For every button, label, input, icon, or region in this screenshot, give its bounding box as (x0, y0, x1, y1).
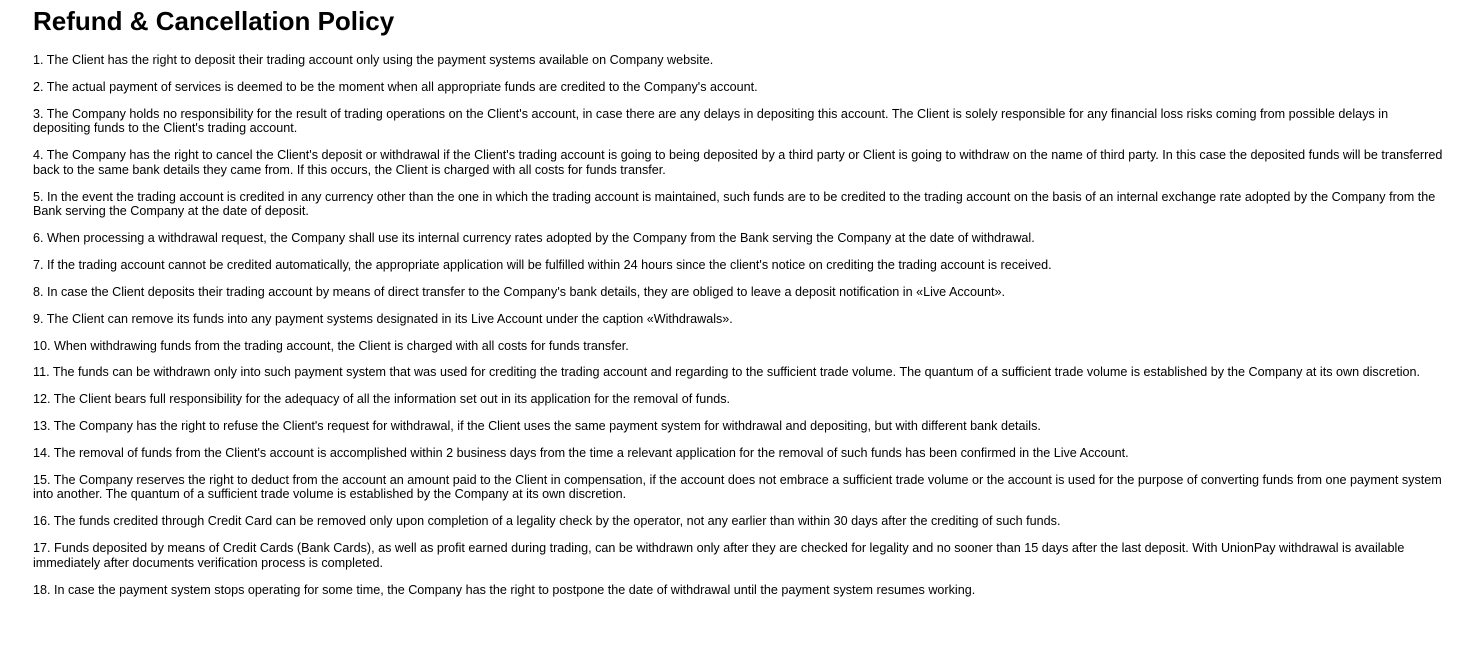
policy-clauses (33, 53, 1445, 597)
policy-clause-14: 14. The removal of funds from the Client's account is accomplished within 2 business days from the time a relevant application for the removal of such funds has been confirmed in the Live Account. (33, 446, 1129, 461)
policy-clause-11: 11. The funds can be withdrawn only into such payment system that was used for crediting the trading account and regarding to the sufficient trade volume. The quantum of a sufficient trade volume is established by the Company at its own discretion. (33, 365, 1421, 380)
policy-clause-12: 12. The Client bears full responsibility for the adequacy of all the information set out in its application for the removal of funds. (33, 392, 731, 407)
policy-clause-18: 18. In case the payment system stops operating for some time, the Company has the right to postpone the date of withdrawal until the payment system resumes working. (33, 582, 976, 597)
policy-clause-3: 3. The Company holds no responsibility for the result of trading operations on the Client's account, in case there are any delays in depositing this account. The Client is solely responsible for any financial loss risks coming from possible delays in depositing funds to the Client's trading account. (33, 106, 1389, 136)
policy-clause-7: 7. If the trading account cannot be credited automatically, the appropriate application will be fulfilled within 24 hours since the client's notice on crediting the trading account is received. (33, 257, 1052, 272)
policy-clause-5: 5. In the event the trading account is credited in any currency other than the one in which the trading account is maintained, such funds are to be credited to the trading account on the basis of an internal exchange rate adopted by the Company from the Bank serving the Company at the date of deposit. (33, 189, 1436, 219)
policy-clause-2: 2. The actual payment of services is deemed to be the moment when all appropriate funds are credited to the Company's account. (33, 79, 758, 94)
policy-clause-10: 10. When withdrawing funds from the trading account, the Client is charged with all costs for funds transfer. (33, 338, 629, 353)
policy-clause-1: 1. The Client has the right to deposit their trading account only using the payment systems available on Company website. (33, 53, 714, 67)
policy-clause-13: 13. The Company has the right to refuse the Client's request for withdrawal, if the Client uses the same payment system for withdrawal and depositing, but with different bank details. (33, 419, 1041, 434)
policy-clause-16: 16. The funds credited through Credit Card can be removed only upon completion of a legality check by the operator, not any earlier than within 30 days after the crediting of such funds. (33, 514, 1061, 529)
policy-clause-8: 8. In case the Client deposits their trading account by means of direct transfer to the Company's bank details, they are obliged to leave a deposit notification in «Live Account». (33, 284, 1005, 299)
policy-clause-17: 17. Funds deposited by means of Credit Cards (Bank Cards), as well as profit earned during trading, can be withdrawn only after they are checked for legality and no sooner than 15 days after the last deposit. With UnionPay withdrawal is available immediately after documents verification process is completed. (33, 541, 1405, 570)
policy-clause-6: 6. When processing a withdrawal request, the Company shall use its internal currency rates adopted by the Company from the Bank serving the Company at the date of withdrawal. (33, 230, 1035, 245)
page-title: Refund & Cancellation Policy (33, 6, 395, 36)
policy-clause-15: 15. The Company reserves the right to deduct from the account an amount paid to the Client in compensation, if the account does not embrace a sufficient trade volume or the account is used for the purpose of converting funds from one payment system into another. The quantum of a sufficient trade volume is established by the Company at its own discretion. (33, 472, 1442, 502)
policy-clause-4: 4. The Company has the right to cancel the Client's deposit or withdrawal if the Client's trading account is going to being deposited by a third party or Client is going to withdraw on the name of third party. In this case the deposited funds will be transferred back to the same bank details they came from. If this occurs, the Client is charged with all costs for funds transfer. (33, 148, 1443, 177)
policy-clause-9: 9. The Client can remove its funds into any payment systems designated in its Live Account under the caption «Withdrawals». (33, 311, 733, 326)
